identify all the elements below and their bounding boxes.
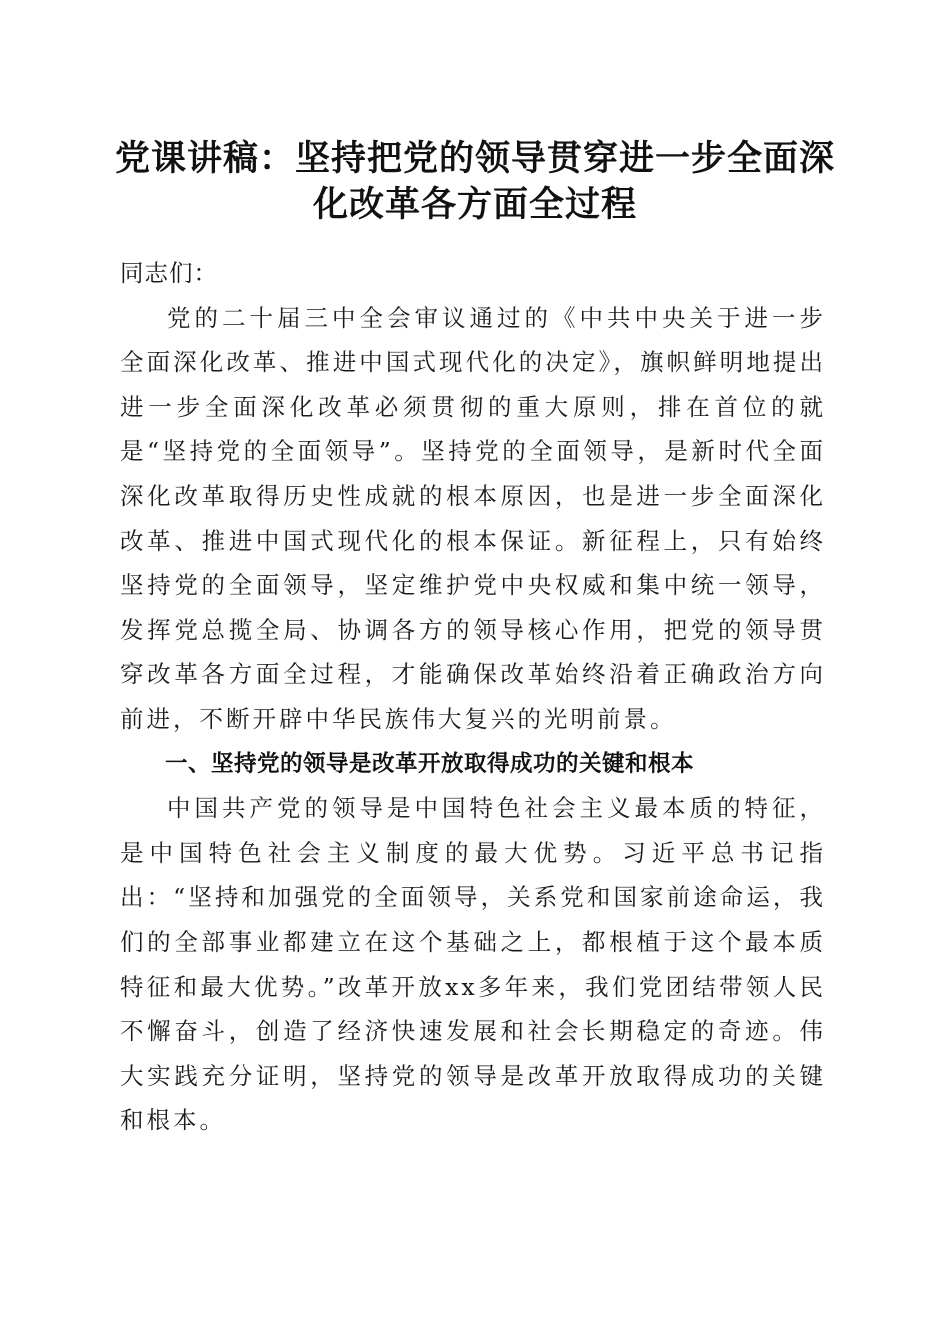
intro-paragraph: 党的二十届三中全会审议通过的《中共中央关于进一步全面深化改革、推进中国式现代化的决定》，旗帜鲜明地提出进一步全面深化改革必须贯彻的重大原则，排在首位的就是“坚持党的全面领导”。坚持党的全面领导，是新时代全面深化改革取得历史性成就的根本原因，也是进一步全面深化改革、推进中国式现代化的根本保证。新征程上，只有始终坚持党的全面领导，坚定维护党中央权威和集中统一领导，发挥党总揽全局、协调各方的领导核心作用，把党的领导贯穿改革各方面全过程，才能确保改革始终沿着正确政治方向前进，不断开辟中华民族伟大复兴的光明前景。	[120, 303, 826, 733]
section-1-paragraph: 中国共产党的领导是中国特色社会主义最本质的特征，是中国特色社会主义制度的最大优势。习近平总书记指出：“坚持和加强党的全面领导，关系党和国家前途命运，我们的全部事业都建立在这个基础之上，都根植于这个最本质特征和最大优势。”改革开放xx多年来，我们党团结带领人民不懈奋斗，创造了经济快速发展和社会长期稳定的奇迹。伟大实践充分证明，坚持党的领导是改革开放取得成功的关键和根本。	[120, 794, 826, 1135]
document-title: 党课讲稿：坚持把党的领导贯穿进一步全面深化改革各方面全过程	[114, 138, 835, 225]
section-heading-1: 一、坚持党的领导是改革开放取得成功的关键和根本	[165, 750, 695, 777]
document-body	[120, 251, 826, 1143]
salutation: 同志们：	[120, 259, 218, 287]
